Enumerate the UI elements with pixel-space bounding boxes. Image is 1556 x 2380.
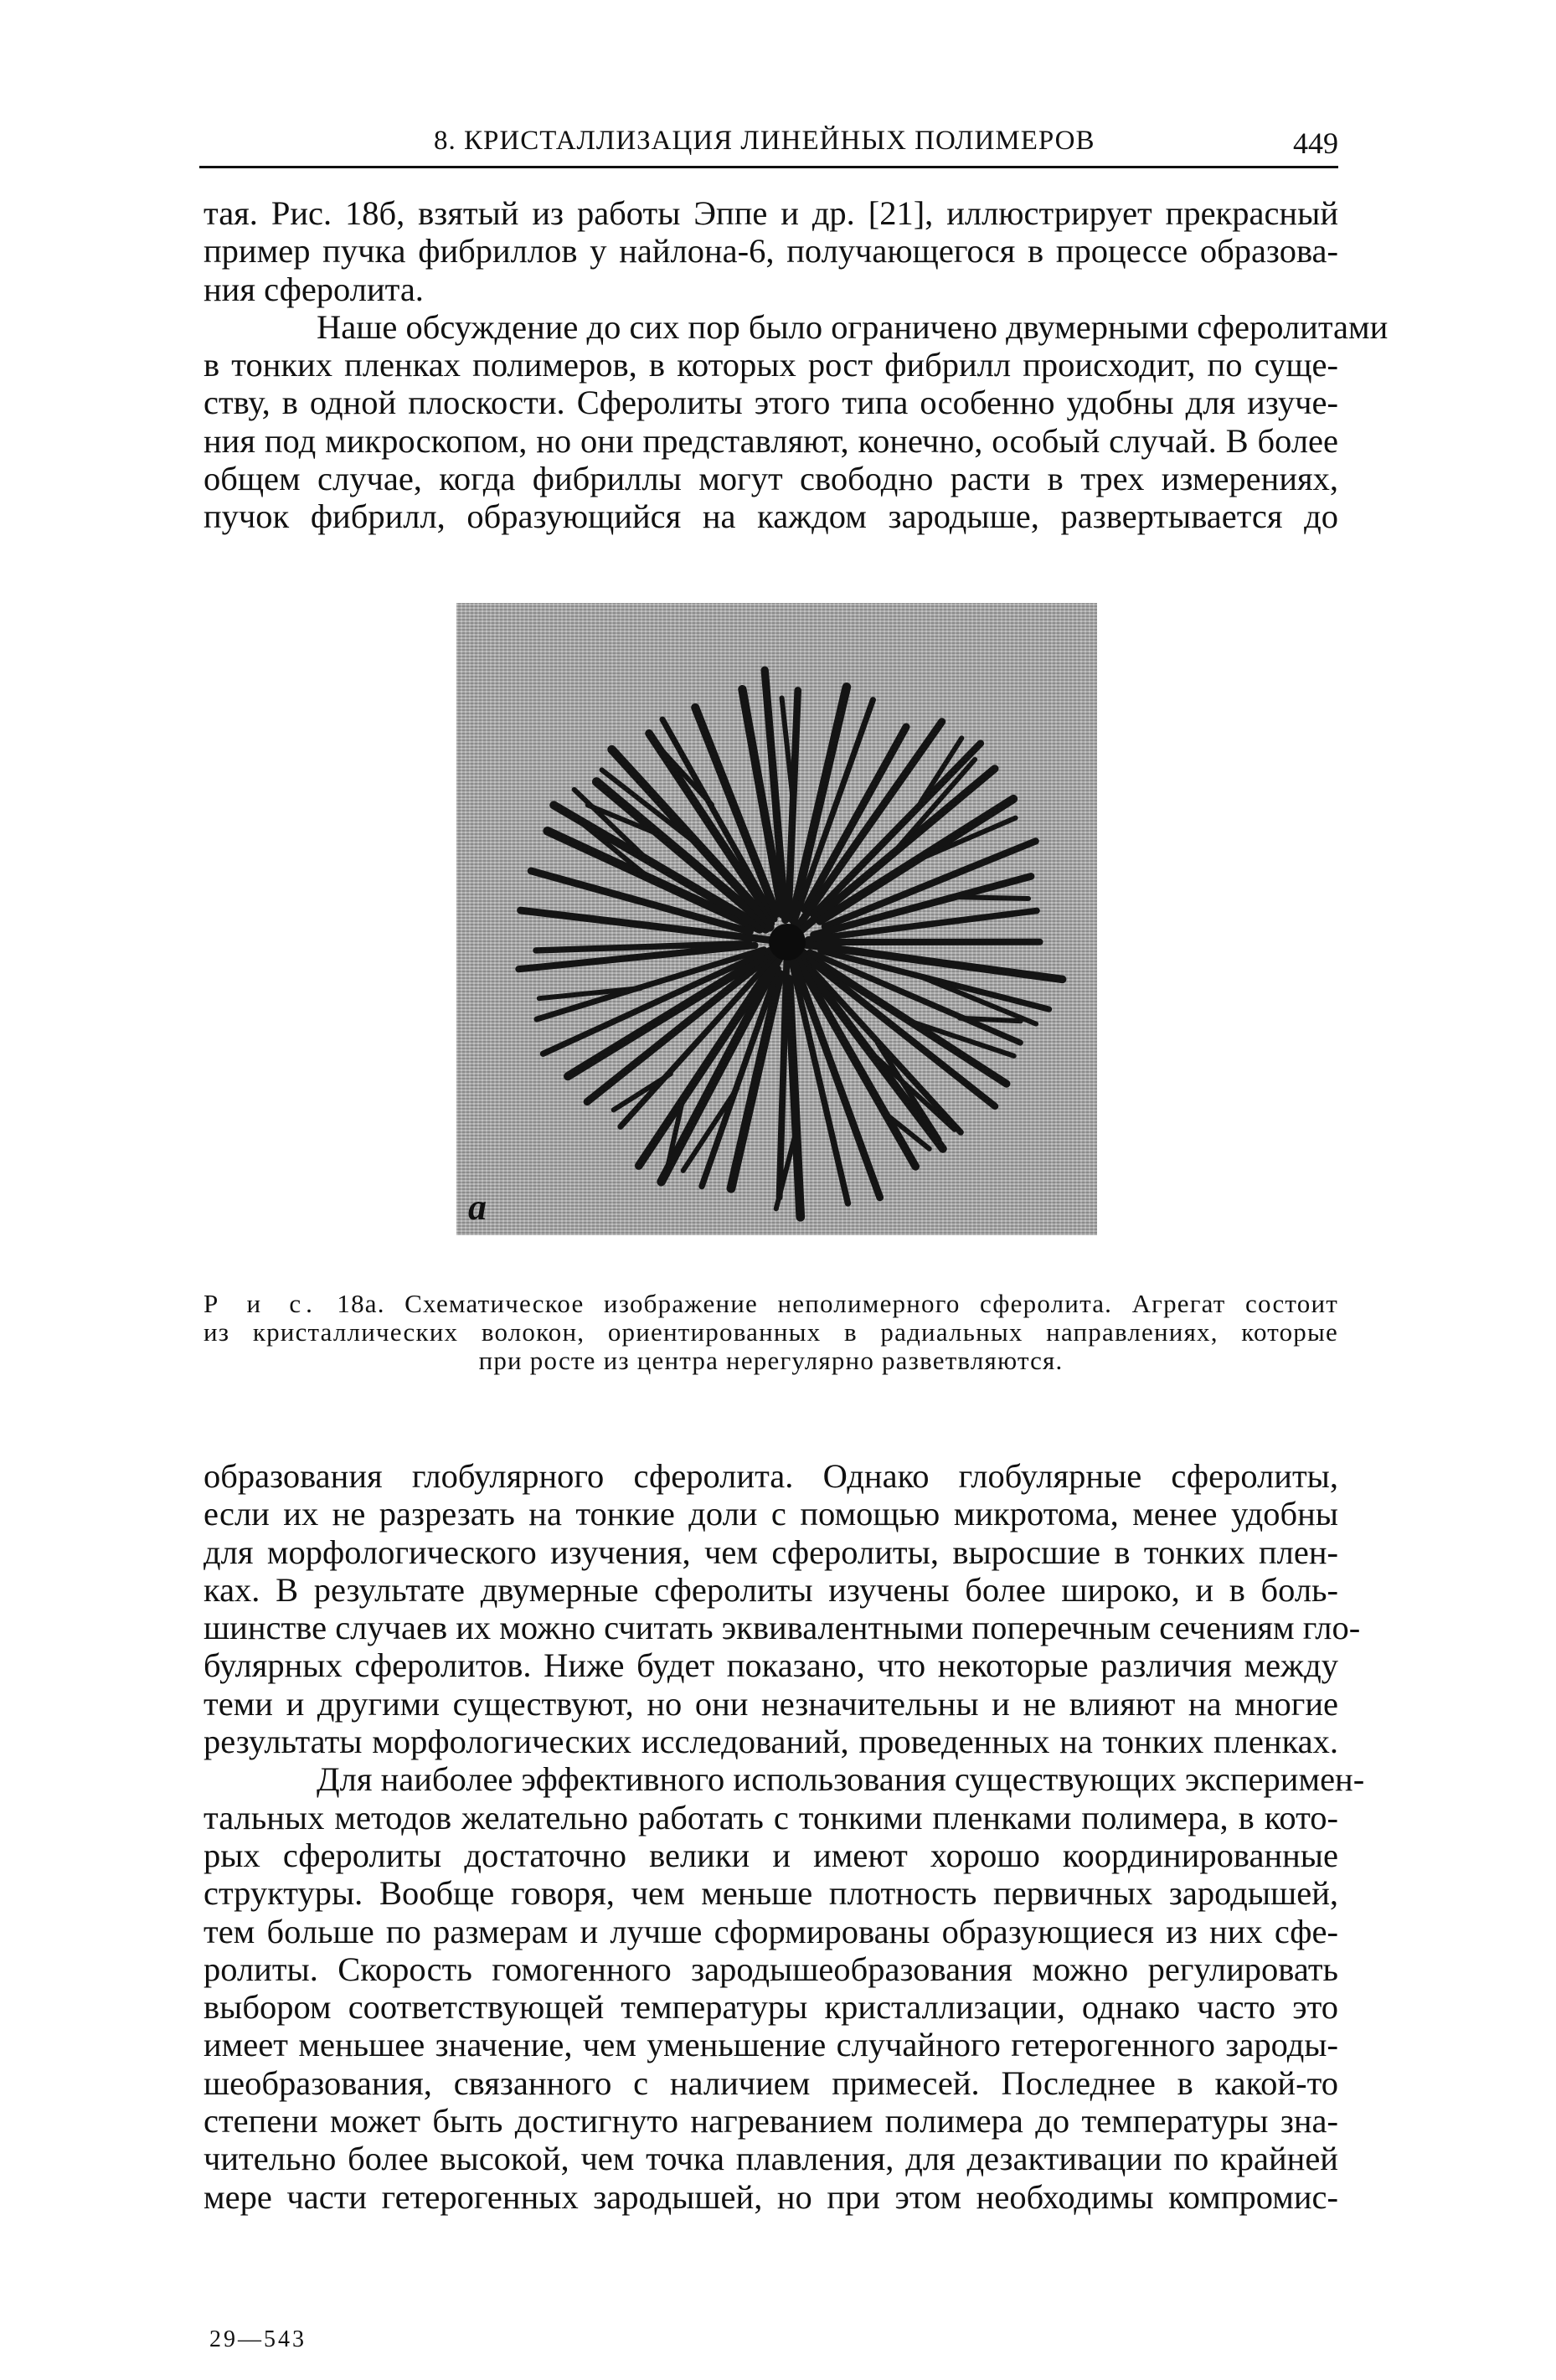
text-line: шеобразования, связанного с наличием примесей. Последнее в какой-то [204, 2063, 1338, 2102]
text-line: теми и другими существуют, но они незначительны и не влияют на многие [204, 1684, 1338, 1723]
text-line: ках. В результате двумерные сферолиты изучены более широко, и в боль- [204, 1570, 1338, 1609]
text-line: булярных сферолитов. Ниже будет показано, что некоторые различия между [204, 1646, 1338, 1685]
text-line: ролиты. Скорость гомогенного зародышеобразования можно регулировать [204, 1950, 1338, 1988]
text-line: результаты морфологических исследований, проведенных на тонких пленках. [204, 1723, 1338, 1761]
header-rule [199, 166, 1338, 168]
text-line: мере части гетерогенных зародышей, но при этом необходимы компромис- [204, 2177, 1338, 2216]
text-line: структуры. Вообще говоря, чем меньше плотность первичных зародышей, [204, 1874, 1338, 1913]
body-text-top [204, 194, 1389, 536]
text-line: ния сферолита. [204, 270, 424, 308]
figure-caption [204, 1290, 1338, 1375]
page-number: 449 [1293, 126, 1338, 160]
text-line: выбором соответствующей температуры кристаллизации, однако часто это [204, 1988, 1338, 2027]
caption-line: при росте из центра нерегулярно разветвляются. [478, 1346, 1064, 1375]
text-line: тая. Рис. 18б, взятый из работы Эппе и др. [21], иллюстрирует прекрасный [204, 194, 1338, 232]
text-line: ству, в одной плоскости. Сферолиты этого типа особенно удобны для изуче- [204, 384, 1338, 422]
caption-prefix: Р и с. [204, 1289, 317, 1318]
text-line: имеет меньшее значение, чем уменьшение случайного гетерогенного зароды- [204, 2026, 1338, 2064]
text-line: общем случае, когда фибриллы могут свободно расти в трех измерениях, [204, 460, 1338, 498]
text-line: пример пучка фибриллов у найлона-6, получающегося в процессе образова- [204, 232, 1338, 270]
text-line: степени может быть достигнуто нагреванием полимера до температуры зна- [204, 2102, 1338, 2140]
caption-line: из кристаллических волокон, ориентированных в радиальных направлениях, которые [204, 1317, 1338, 1347]
text-line: пучок фибрилл, образующийся на каждом зародыше, развертывается до [204, 497, 1338, 536]
text-line: тем больше по размерам и лучше сформированы образующиеся из них сфе- [204, 1912, 1338, 1950]
figure-panel-label: а [468, 1187, 487, 1228]
paragraph-start-line: Наше обсуждение до сих пор было ограничено двумерными сферолитами [317, 307, 1389, 346]
text-line: чительно более высокой, чем точка плавления, для дезактивации по крайней [204, 2140, 1338, 2178]
text-line: рых сферолиты достаточно велики и имеют хорошо координированные [204, 1836, 1338, 1874]
spherulite-figure [456, 603, 1097, 1235]
caption-line: Р и с. 18а. Схематическое изображение неполимерного сферолита. Агрегат состоит [204, 1289, 1338, 1318]
printer-signature: 29—543 [209, 2326, 307, 2352]
body-text-bottom [204, 1457, 1365, 2216]
paragraph-start-line: Для наиболее эффективного использования существующих эксперимен- [317, 1760, 1365, 1799]
text-line: для морфологического изучения, чем сферолиты, выросшие в тонких плен- [204, 1533, 1338, 1571]
text-line: образования глобулярного сферолита. Однако глобулярные сферолиты, [204, 1457, 1338, 1495]
text-line: шинстве случаев их можно считать эквивалентными поперечным сечениям гло- [204, 1609, 1361, 1647]
text-line: если их не разрезать на тонкие доли с помощью микротома, менее удобны [204, 1495, 1338, 1533]
text-line: ния под микроскопом, но они представляют, конечно, особый случай. В более [204, 421, 1338, 460]
spherulite-illustration [456, 603, 1097, 1235]
running-title: 8. КРИСТАЛЛИЗАЦИЯ ЛИНЕЙНЫХ ПОЛИМЕРОВ [434, 126, 1095, 156]
running-head [199, 126, 1338, 167]
text-line: в тонких пленках полимеров, в которых рост фибрилл происходит, по суще- [204, 346, 1338, 384]
text-line: тальных методов желательно работать с тонкими пленками полимера, в кото- [204, 1798, 1338, 1837]
